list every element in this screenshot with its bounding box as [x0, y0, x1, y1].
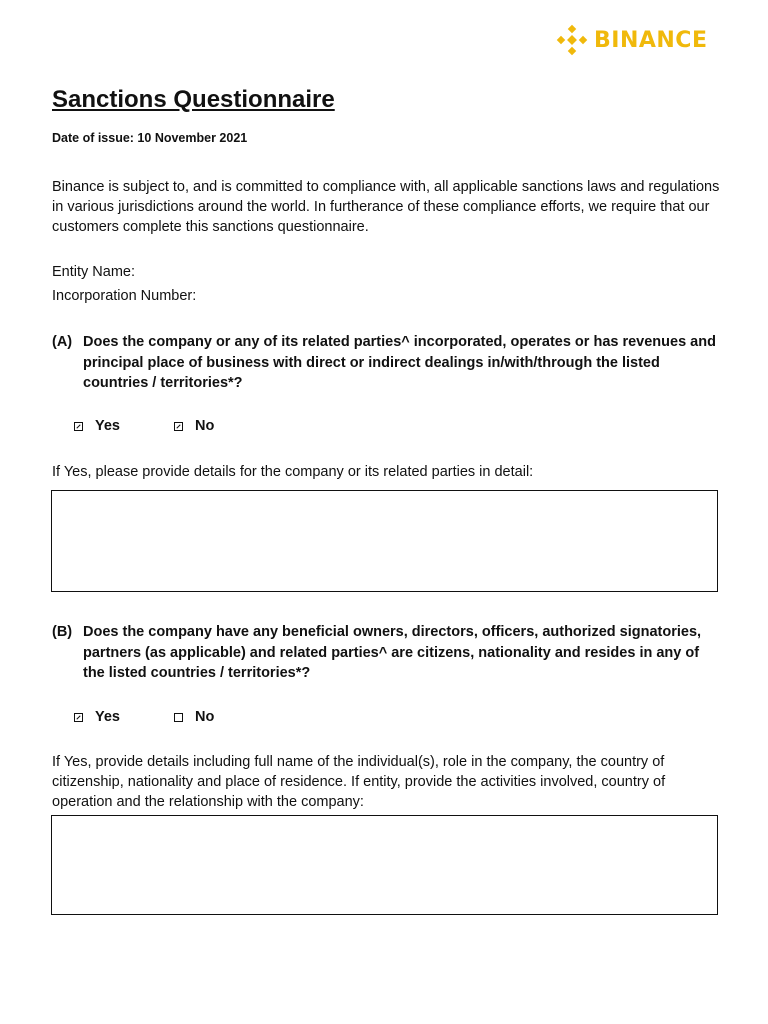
entity-name-label: Entity Name:	[52, 264, 135, 280]
question-a-no-label: No	[195, 418, 215, 434]
incorporation-number-label: Incorporation Number:	[52, 288, 197, 304]
question-a-yes-checkbox[interactable]	[74, 422, 83, 431]
question-a-option-no[interactable]	[174, 418, 274, 434]
question-a-no-checkbox[interactable]	[174, 422, 183, 431]
brand-name: BINANCE	[594, 27, 708, 53]
question-b	[52, 622, 722, 684]
binance-diamond-icon	[556, 24, 588, 56]
page-title: Sanctions Questionnaire	[52, 86, 335, 113]
question-a-letter: (A)	[52, 334, 73, 350]
question-a-options	[74, 418, 274, 434]
question-b-yes-checkbox[interactable]	[74, 713, 83, 722]
question-b-no-label: No	[195, 709, 215, 725]
question-a-text: Does the company or any of its related parties^ incorporated, operates or has revenues and principal place of business with direct or indirect dealings in/with/through the listed countries / territories*?	[83, 334, 716, 391]
question-b-option-yes[interactable]	[74, 709, 174, 725]
question-b-no-checkbox[interactable]	[174, 713, 183, 722]
question-b-options	[74, 709, 274, 725]
intro-paragraph: Binance is subject to, and is committed to compliance with, all applicable sanctions laws and regulations in various jurisdictions around the world. In furtherance of these compliance efforts, we require that our customers complete this sanctions questionnaire.	[52, 179, 720, 235]
question-a-instruction: If Yes, please provide details for the company or its related parties in detail:	[52, 464, 534, 480]
question-a	[52, 332, 722, 394]
issue-date: Date of issue: 10 November 2021	[52, 131, 248, 145]
question-b-text: Does the company have any beneficial owners, directors, officers, authorized signatories, partners (as applicable) and related parties^ are citizens, nationality and resides in any of the listed countries / territories*?	[83, 624, 702, 681]
question-b-option-no[interactable]	[174, 709, 274, 725]
question-b-yes-label: Yes	[95, 709, 120, 725]
question-b-letter: (B)	[52, 624, 73, 640]
binance-logo	[556, 24, 707, 56]
question-b-instruction: If Yes, provide details including full name of the individual(s), role in the company, the country of citizenship, nationality and place of residence. If entity, provide the activities involved, country of operation and the relationship with the company:	[52, 754, 666, 810]
question-a-yes-label: Yes	[95, 418, 120, 434]
question-b-answer-box[interactable]	[51, 815, 718, 915]
question-a-answer-box[interactable]	[51, 490, 718, 592]
question-a-option-yes[interactable]	[74, 418, 174, 434]
